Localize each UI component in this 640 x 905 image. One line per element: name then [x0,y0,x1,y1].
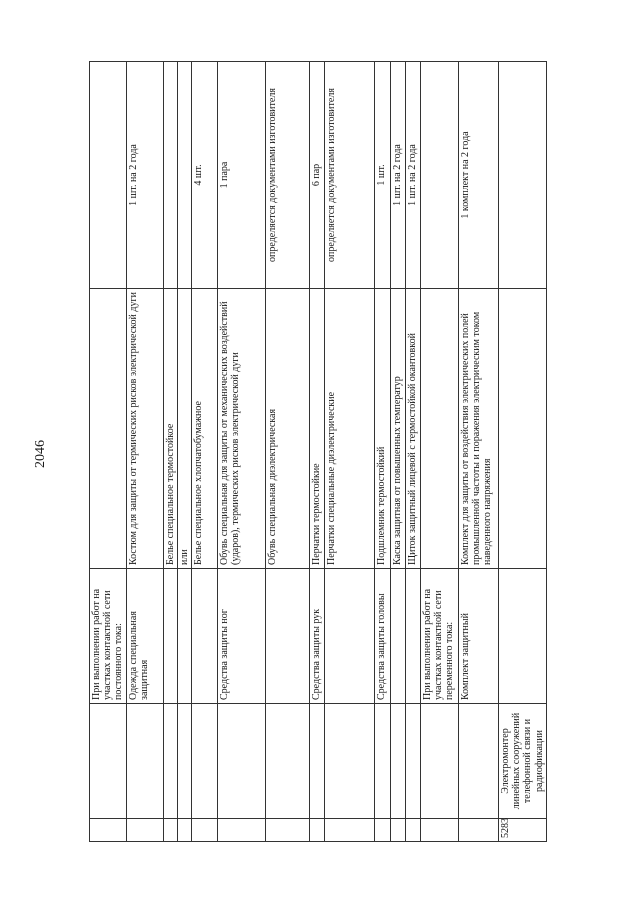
cell-num [458,819,498,842]
cell-ppe-name: При выполнении работ на участках контактной сети переменного тока: [420,569,458,704]
cell-norm: 6 пар [309,62,324,289]
cell-ppe-name: Комплект защитный [458,569,498,704]
cell-num [309,819,324,842]
table-row [309,62,324,842]
cell-ppe-name: Средства защиты ног [217,569,265,704]
cell-norm: 1 шт. на 2 года [405,62,420,289]
cell-occupation [324,704,374,819]
cell-ppe-name [498,569,546,704]
cell-occupation [191,704,217,819]
cell-num [405,819,420,842]
cell-norm [420,62,458,289]
cell-ppe-detail: Комплект для защиты от воздействия электрических полей промышленной частоты и поражения электрическим током наведенного напряжения [458,289,498,569]
cell-num [177,819,191,842]
cell-ppe-detail: Подшлемник термостойкий [374,289,390,569]
cell-norm: определяется документами изготовителя [324,62,374,289]
cell-ppe-name [390,569,405,704]
cell-ppe-detail: Перчатки специальные диэлектрические [324,289,374,569]
cell-ppe-name [163,569,177,704]
cell-norm: определяется документами изготовителя [265,62,309,289]
cell-num [217,819,265,842]
cell-occupation [265,704,309,819]
cell-norm: 1 шт. на 2 года [126,62,163,289]
cell-ppe-detail: Белье специальное термостойкое [163,289,177,569]
cell-occupation [390,704,405,819]
cell-num [390,819,405,842]
cell-norm: 1 шт. на 2 года [390,62,405,289]
cell-occupation [374,704,390,819]
cell-occupation [458,704,498,819]
cell-num [324,819,374,842]
cell-ppe-detail [90,289,127,569]
table-row [126,62,163,842]
cell-occupation: Электромонтер линейных сооружений телефонной связи и радиофикации [498,704,546,819]
cell-norm [163,62,177,289]
table-row [265,62,309,842]
cell-occupation [90,704,127,819]
cell-ppe-detail: Обувь специальная для защиты от механических воздействий (ударов), термических рисков электрической дуги [217,289,265,569]
cell-ppe-name [191,569,217,704]
cell-occupation [217,704,265,819]
cell-ppe-detail: Перчатки термостойкие [309,289,324,569]
cell-ppe-name: При выполнении работ на участках контактной сети постоянного тока: [90,569,127,704]
cell-norm: 4 шт. [191,62,217,289]
table-row [217,62,265,842]
cell-num [163,819,177,842]
page-number: 2046 [33,440,48,468]
table-row [177,62,191,842]
cell-occupation [309,704,324,819]
table-row [163,62,177,842]
cell-norm [498,62,546,289]
cell-num [374,819,390,842]
cell-ppe-detail: Костюм для защиты от термических рисков электрической дуги [126,289,163,569]
table-row [405,62,420,842]
cell-ppe-name [405,569,420,704]
cell-num [420,819,458,842]
cell-ppe-detail [420,289,458,569]
cell-num [90,819,127,842]
cell-ppe-detail: Щиток защитный лицевой с термостойкой окантовкой [405,289,420,569]
cell-ppe-detail [498,289,546,569]
cell-ppe-name: Средства защиты головы [374,569,390,704]
cell-num [191,819,217,842]
table-row [324,62,374,842]
cell-ppe-name [324,569,374,704]
cell-occupation [405,704,420,819]
cell-ppe-detail: Обувь специальная диэлектрическая [265,289,309,569]
cell-norm [90,62,127,289]
rotated-table-container [89,62,545,842]
ppe-norms-table [89,61,547,842]
cell-ppe-name [265,569,309,704]
cell-num [126,819,163,842]
cell-norm: 1 пара [217,62,265,289]
cell-ppe-name [177,569,191,704]
cell-occupation [420,704,458,819]
table-row [390,62,405,842]
cell-norm [177,62,191,289]
table-row [420,62,458,842]
cell-ppe-name: Средства защиты рук [309,569,324,704]
cell-ppe-detail: Белье специальное хлопчатобумажное [191,289,217,569]
table-row [90,62,127,842]
cell-occupation [177,704,191,819]
table-row [498,62,546,842]
cell-norm: 1 комплект на 2 года [458,62,498,289]
cell-occupation [163,704,177,819]
cell-norm: 1 шт. [374,62,390,289]
table-row [458,62,498,842]
table-row [191,62,217,842]
cell-num: 5283 [498,819,546,842]
cell-ppe-detail: или [177,289,191,569]
cell-ppe-detail: Каска защитная от повышенных температур [390,289,405,569]
table-row [374,62,390,842]
cell-num [265,819,309,842]
cell-occupation [126,704,163,819]
cell-ppe-name: Одежда специальная защитная [126,569,163,704]
